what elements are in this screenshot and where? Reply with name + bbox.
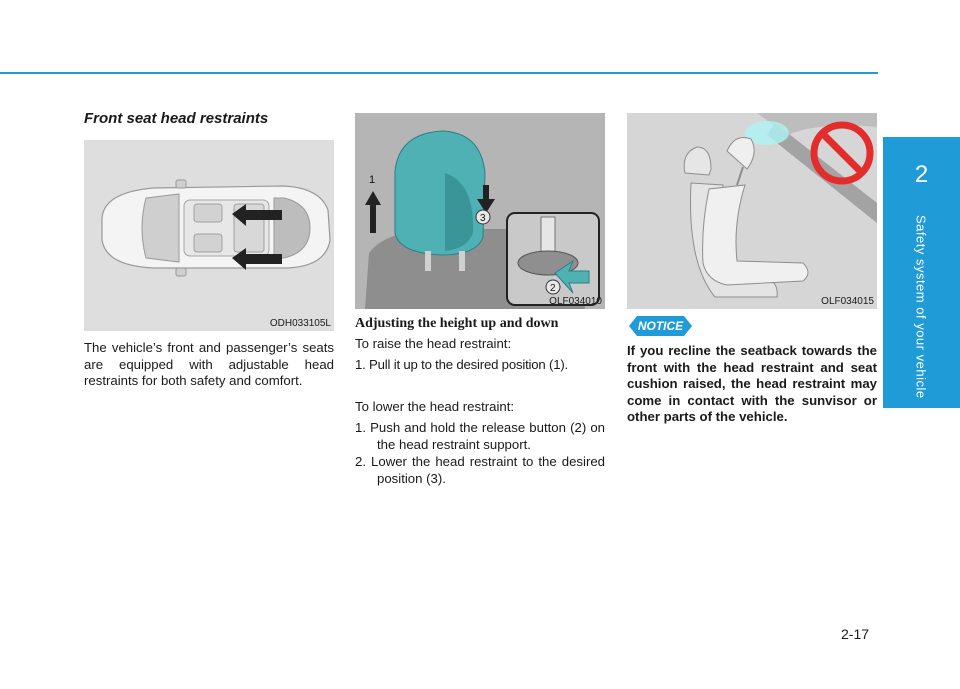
label-3: 3: [480, 213, 486, 224]
lower-intro: To lower the head restraint:: [355, 399, 515, 414]
lower-step-2: 2. Lower the head restraint to the desired position (3).: [355, 454, 605, 486]
section-heading: Front seat head restraints: [84, 110, 269, 127]
chapter-number: 2: [914, 161, 929, 188]
page-number: 2-17: [841, 626, 870, 642]
notice-text: If you recline the seatback towards the front with the head restraint and seat cushion raised, the head restraint may come in contact with the sunvisor or other parts of the vehicle.: [627, 343, 877, 424]
recline-warning-illustration: [627, 113, 877, 309]
raise-intro: To raise the head restraint:: [355, 336, 512, 351]
head-restraint-adjust-figure: [355, 113, 605, 309]
figure-code: OLF034015: [821, 296, 874, 307]
raise-step: 1. Pull it up to the desired position (1).: [355, 357, 568, 372]
intro-paragraph: The vehicle’s front and passenger’s seats are equipped with adjustable head restraints for both safety and comfort.: [84, 340, 334, 388]
label-2: 2: [550, 283, 556, 294]
car-top-view-figure: [84, 140, 334, 331]
label-1: 1: [369, 174, 376, 186]
chapter-title: Safety system of your vehicle: [913, 215, 929, 399]
top-rule: [0, 72, 878, 74]
adjusting-heading: Adjusting the height up and down: [355, 316, 559, 331]
notice-label: NOTICE: [637, 319, 684, 333]
chapter-tab: [883, 137, 960, 408]
notice-badge: [629, 316, 692, 336]
figure-code: OLF034010: [549, 296, 602, 307]
figure-code: ODH033105L: [269, 318, 331, 329]
car-top-view-illustration: [84, 140, 334, 331]
lower-step-1: 1. Push and hold the release button (2) on the head restraint support.: [355, 420, 605, 452]
recline-warning-figure: [627, 113, 877, 309]
head-restraint-illustration: [355, 113, 605, 309]
